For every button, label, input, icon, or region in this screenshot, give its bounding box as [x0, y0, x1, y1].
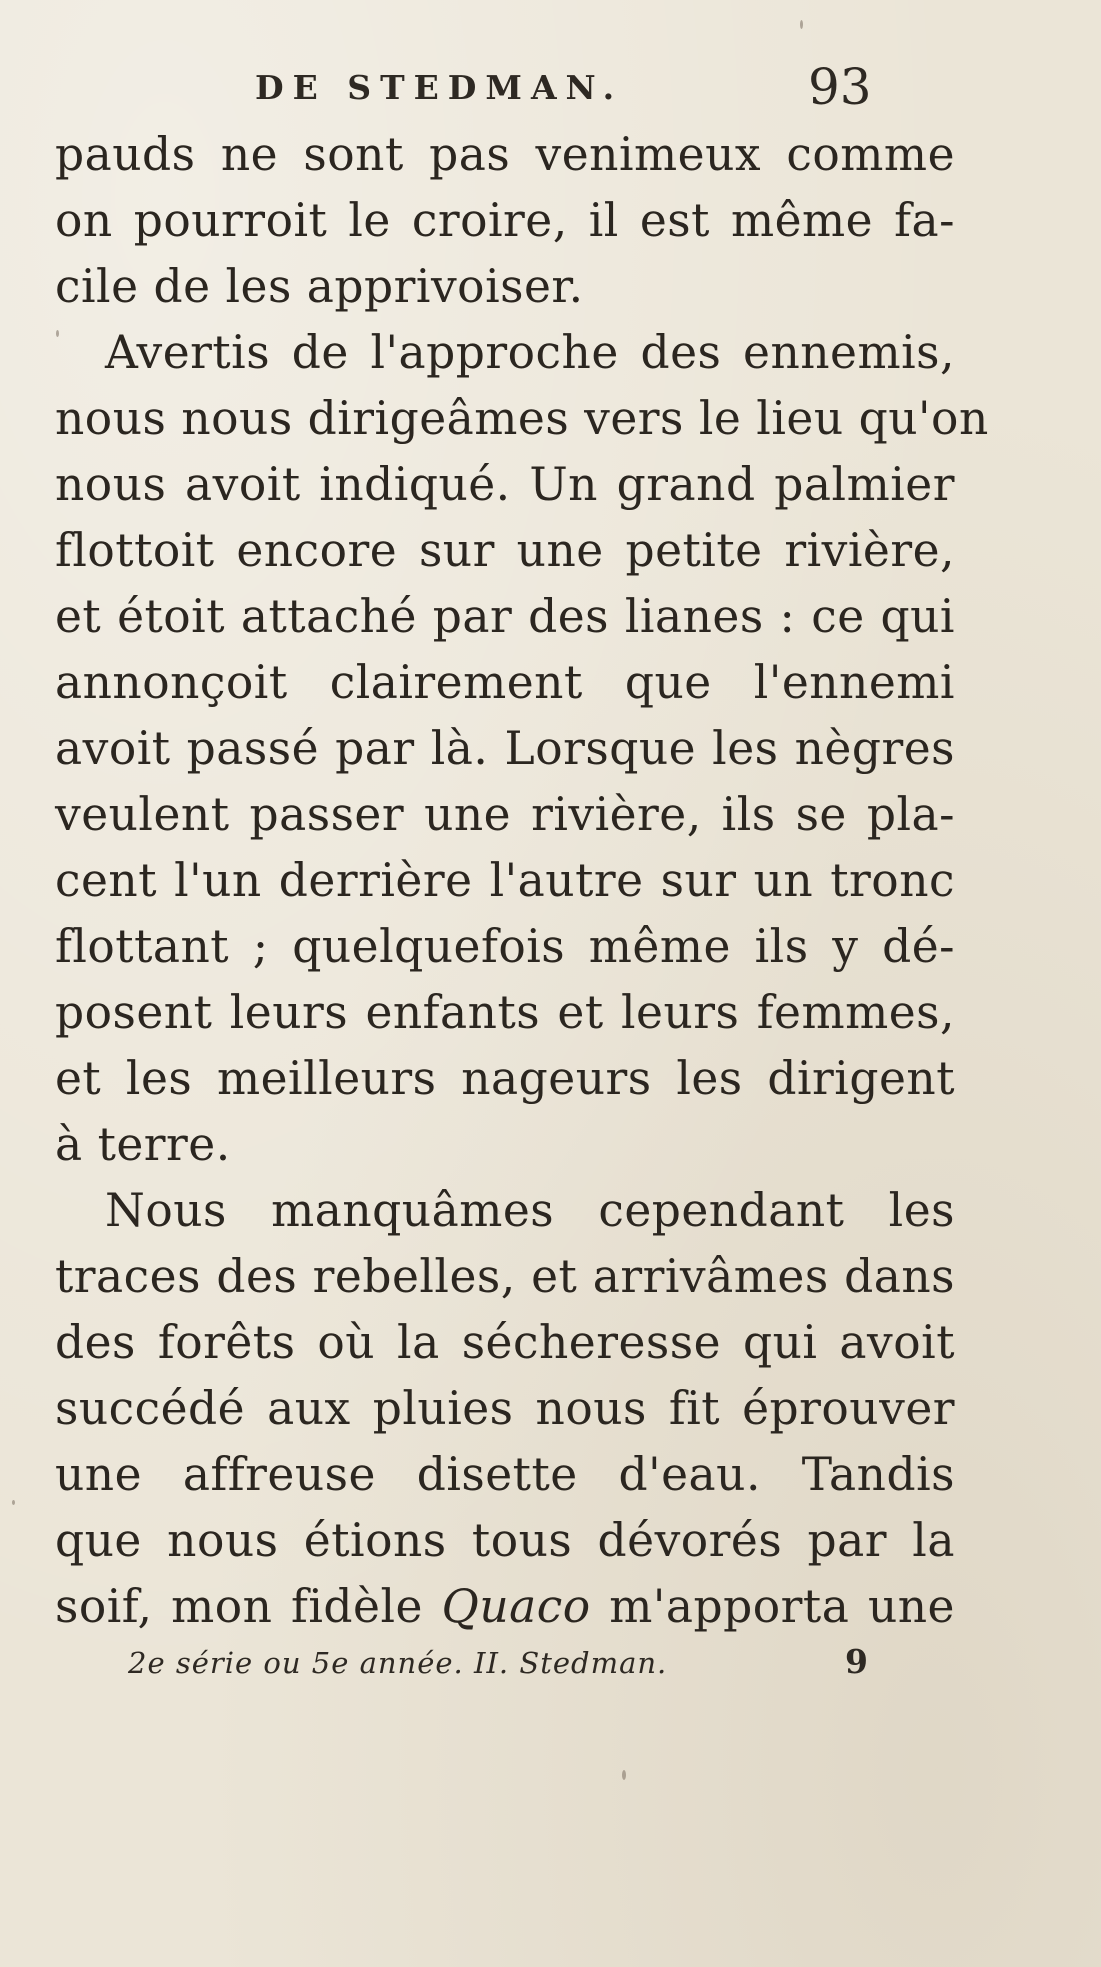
paper-speck — [12, 1500, 15, 1505]
text-line: que nous étions tous dévorés par la — [55, 1514, 955, 1567]
text-line: flottoit encore sur une petite rivière, — [55, 524, 955, 577]
text-line: traces des rebelles, et arrivâmes dans — [55, 1250, 955, 1303]
text-line: nous avoit indiqué. Un grand palmier — [55, 458, 955, 511]
paragraph-start-line: Avertis de l'approche des ennemis, — [105, 326, 955, 379]
running-head: DE STEDMAN. — [255, 68, 624, 107]
signature-mark: 9 — [845, 1642, 868, 1681]
text-line: et les meilleurs nageurs les dirigent — [55, 1052, 955, 1105]
text-line: flottant ; quelquefois même ils y dé- — [55, 920, 955, 973]
text-line: nous nous dirigeâmes vers le lieu qu'on — [55, 392, 989, 445]
text-line: succédé aux pluies nous fit éprouver — [55, 1382, 955, 1435]
text-line: avoit passé par là. Lorsque les nègres — [55, 722, 955, 775]
text-line: cent l'un derrière l'autre sur un tronc — [55, 854, 955, 907]
text-line: à terre. — [55, 1118, 231, 1171]
text-line: des forêts où la sécheresse qui avoit — [55, 1316, 955, 1369]
text-fragment: soif, mon fidèle — [55, 1580, 442, 1633]
body-text — [55, 122, 989, 1640]
text-line: pauds ne sont pas venimeux comme — [55, 128, 955, 181]
text-line-with-emphasis — [55, 1574, 955, 1640]
paragraph-start-line: Nous manquâmes cependant les — [105, 1184, 955, 1237]
emphasized-name: Quaco — [441, 1580, 591, 1633]
paper-speck — [800, 20, 803, 29]
text-line: et étoit attaché par des lianes : ce qui — [55, 590, 955, 643]
paper-speck — [56, 330, 59, 337]
printer-signature — [128, 1642, 868, 1681]
text-line: posent leurs enfants et leurs femmes, — [55, 986, 955, 1039]
text-line: on pourroit le croire, il est même fa- — [55, 194, 955, 247]
text-line: veulent passer une rivière, ils se pla- — [55, 788, 955, 841]
text-line: une affreuse disette d'eau. Tandis — [55, 1448, 955, 1501]
paper-speck — [622, 1770, 626, 1780]
signature-text: 2e série ou 5e année. II. Stedman. — [128, 1646, 668, 1680]
text-fragment: m'apporta une — [590, 1580, 955, 1633]
text-line: cile de les apprivoiser. — [55, 260, 584, 313]
text-line: annonçoit clairement que l'ennemi — [55, 656, 955, 709]
page-number: 93 — [808, 58, 872, 116]
